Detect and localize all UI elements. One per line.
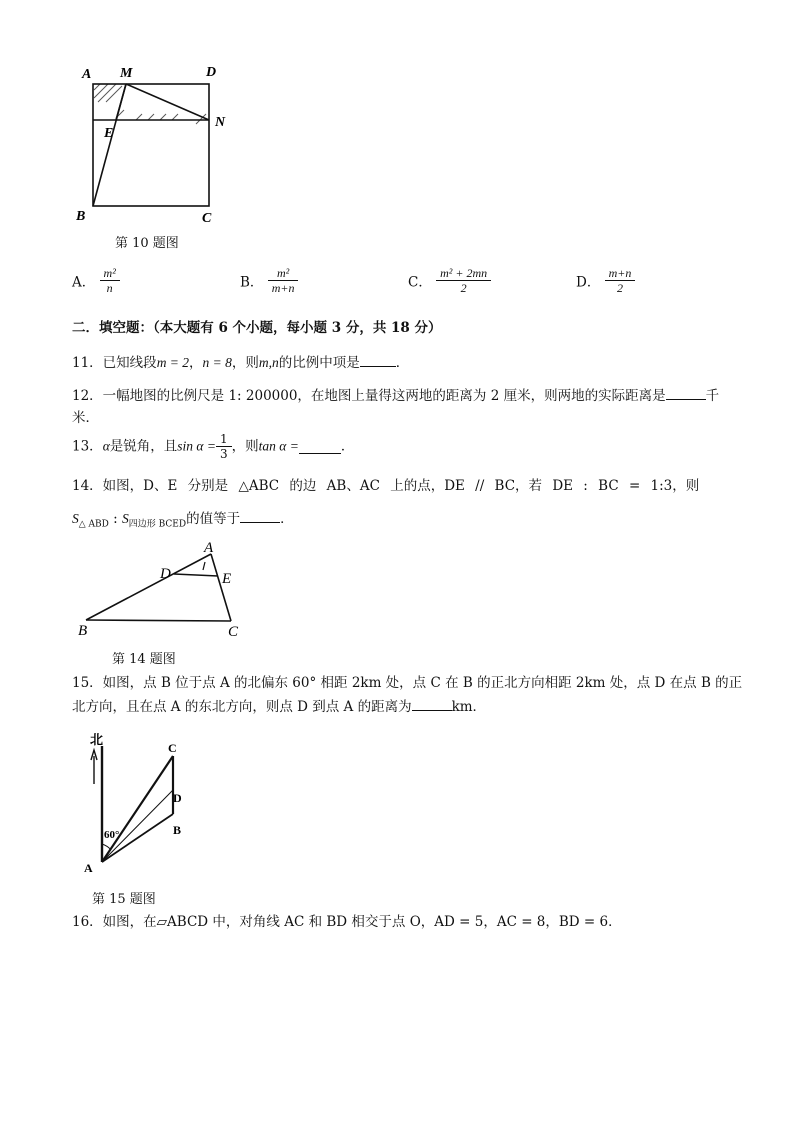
answer-blank[interactable] [412, 696, 452, 711]
option-c-num: m² + 2mn [436, 266, 491, 281]
fig10-label-n: N [215, 115, 226, 130]
fig10-label-a: A [82, 67, 92, 82]
fig14-label-c: C [228, 624, 239, 640]
fig15-label-c: C [168, 741, 177, 755]
fig15-label-d: D [173, 791, 182, 805]
fig15-caption: 第 15 题图 [92, 892, 156, 907]
fig14-label-d: D [160, 566, 171, 582]
fig15-label-b: B [173, 823, 182, 837]
section-heading: 二．填空题：（本大题有 6 个小题，每小题 3 分，共 18 分） [72, 320, 442, 336]
north-label: 北 [90, 732, 104, 747]
fig10-label-m: M [120, 66, 133, 81]
option-a-den: n [106, 281, 113, 295]
answer-blank[interactable] [666, 385, 706, 400]
question-14: 14．如图，D、E 分别是 △ABC 的边 AB、AC 上的点，DE // BC，若 DE : BC = 1:3，则 [72, 478, 700, 494]
fig14-caption: 第 14 题图 [112, 652, 176, 667]
fig15-label-a: A [84, 861, 93, 875]
question-16: 16．如图，在▱ABCD 中，对角线 AC 和 BD 相交于点 O，AD = 5，AC = 8，BD = 6． [72, 914, 622, 930]
figure-14 [76, 540, 256, 645]
fig10-label-c: C [202, 211, 212, 226]
question-13: 13．α是锐角，且sin α = $\frac{1}{3}$ ，则tan α = ． [72, 432, 355, 461]
fig10-label-d: D [206, 65, 217, 80]
option-letter: D． [576, 274, 601, 291]
answer-blank[interactable] [360, 352, 396, 367]
option-letter: A． [72, 274, 96, 291]
question-15: 15．如图，点 B 位于点 A 的北偏东 60° 相距 2km 处，点 C 在 B 的正北方向相距 2km 处，点 D 在点 B 的正 [72, 675, 743, 691]
fig10-caption: 第 10 题图 [115, 236, 179, 251]
fig10-label-b: B [76, 209, 86, 224]
question-12: 12．一幅地图的比例尺是 1: 200000，在地图上量得这两地的距离为 2 厘米，则两地的实际距离是 千 [72, 385, 719, 406]
option-d-num: m+n [605, 266, 636, 281]
fig10-label-e: E [104, 126, 114, 141]
fig14-label-b: B [78, 623, 88, 639]
answer-blank[interactable] [299, 439, 341, 454]
option-b[interactable] [240, 266, 298, 295]
fig15-angle: 60° [104, 829, 120, 841]
option-b-den: m+n [271, 281, 295, 295]
option-d-den: 2 [617, 281, 623, 295]
question-14-line2: $S_{\triangle ABD}$ : $S_{四边形 BCED}$的值等于 ． [72, 508, 294, 535]
question-15-line2: 北方向，且在点 A 的东北方向，则点 D 到点 A 的距离为 km． [72, 696, 486, 717]
fig14-label-a: A [204, 540, 214, 556]
figure-15 [80, 726, 200, 876]
answer-blank[interactable] [240, 508, 280, 523]
option-letter: B． [240, 274, 264, 291]
fig14-label-e: E [222, 571, 232, 587]
option-a[interactable] [72, 266, 120, 295]
option-c-den: 2 [460, 281, 467, 295]
option-letter: C． [408, 274, 432, 291]
option-d[interactable] [576, 266, 635, 295]
question-11: 11．已知线段m = 2，n = 8，则m,n的比例中项是 ． [72, 352, 409, 373]
option-b-num: m² [268, 266, 299, 281]
question-12-line2: 米． [72, 410, 99, 426]
option-a-num: m² [100, 266, 120, 281]
figure-10 [76, 62, 236, 232]
option-c[interactable] [408, 266, 491, 295]
